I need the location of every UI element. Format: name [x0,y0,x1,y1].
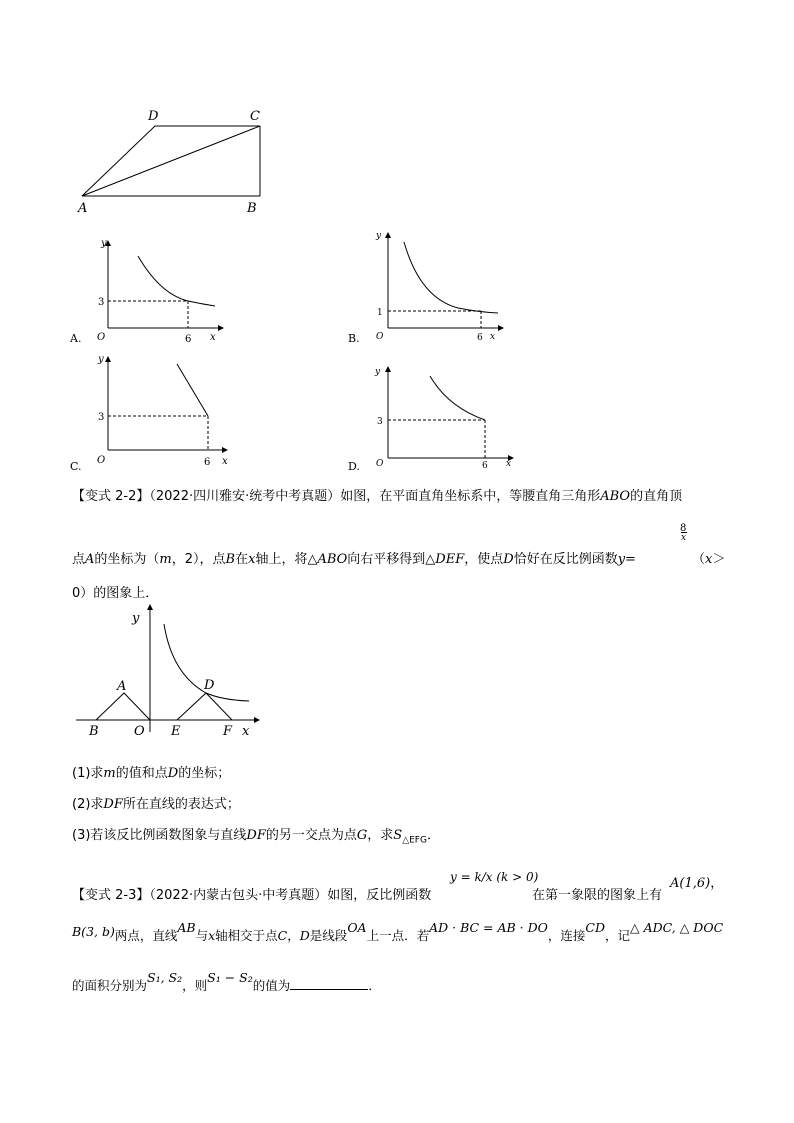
problem-2-3-tag: 【变式 2-3】 [72,888,150,903]
text: 向右平移得到△ [347,552,436,567]
option-b-x-label: x [490,332,496,342]
triangle-abo: ABO [600,489,631,504]
text: 上一点．若 [366,928,430,943]
text: 轴上，将△ [255,552,318,567]
line-df: DF [103,797,123,812]
question-1 [72,762,230,781]
option-d-origin: O [376,459,384,469]
text: ，使点 [464,552,504,567]
option-b-y-label: y [376,231,382,241]
fig-point-b: B [89,724,99,739]
text: 在第一象限的图象上有 [532,888,663,903]
text: (1)求 [72,766,104,781]
option-d-letter: D. [348,460,360,473]
option-a-x-label: x [210,332,216,343]
problem-2-2-text: 如图，在平面直角坐标系中，等腰直角三角形 [340,489,601,504]
var-m: m [103,766,116,781]
s1-s2: S₁, S₂ [147,970,183,985]
equation: AD · BC = AB · DO [429,920,548,935]
area-subscript: △EFG [402,835,427,846]
option-c-y-tick: 3 [98,412,105,423]
function-y: y= [617,552,636,567]
triangles: △ ADC, △ DOC [630,920,724,935]
s1-minus-s2: S₁ − S₂ [207,970,253,985]
text: 轴相交于点 [215,928,278,943]
text: (2)求 [72,797,104,812]
line-df: DF [246,828,266,843]
answer-blank[interactable] [290,977,368,990]
point-b: B(3, b) [72,924,115,939]
text: 如图，反比例函数 [327,888,432,903]
fig-point-o: O [134,724,145,739]
fig-point-f: F [223,724,233,739]
question-2 [72,793,240,812]
point-d: D [167,766,179,781]
option-c-x-label: x [222,456,228,467]
graph-option-d[interactable] [348,362,518,474]
fig-point-e: E [171,724,181,739]
option-c-origin: O [97,455,106,466]
problem-2-3-line2 [72,920,724,944]
option-a-letter: A. [70,332,82,345]
text: ， [287,928,300,943]
question-3 [72,824,440,846]
text: （ [692,552,706,567]
text: ，2），点 [171,552,226,567]
text: 是线段 [309,928,348,943]
text: ． [368,978,381,993]
option-b-y-tick: 1 [377,308,383,318]
point-d: D [299,928,310,943]
option-b-origin: O [376,332,384,342]
text: 的坐标为（ [94,552,160,567]
fig-point-d: D [204,678,215,693]
fig-y-label: y [132,611,140,626]
triangle-abo: ABO [317,552,348,567]
text: 的值为 [252,978,291,993]
problem-2-3-line1 [72,884,431,903]
point-a: A(1,6) [670,876,711,891]
area-s: S [393,828,403,843]
text: 所在直线的表达式； [122,797,240,812]
var-m: m [159,552,172,567]
point-a: A [85,552,95,567]
fig-x-label: x [242,724,250,739]
function-formula: y = k/x (k > 0) [450,870,539,884]
point-d: D [503,552,514,567]
problem-2-3-source: （2022·内蒙古包头·中考真题） [149,888,328,903]
problem-2-2-text-end: 的直角顶 [630,489,683,504]
option-d-x-label: x [506,459,512,469]
option-d-y-tick: 3 [377,417,383,427]
problem-2-2-source: （2022·四川雅安·统考中考真题） [149,489,341,504]
fig-point-a: A [117,679,127,694]
problem-2-2-line2 [72,548,636,567]
segment-cd: CD [585,920,605,935]
text: ， [710,876,724,891]
trapezoid-figure [60,100,280,220]
line-ab: AB [177,920,196,935]
triangle-def: DEF [435,552,465,567]
var-x: x [705,552,713,567]
problem-2-3-line1-end [532,884,662,903]
label-a: A [78,201,88,216]
problem-2-2-line1 [72,485,682,504]
segment-oa: OA [347,920,367,935]
point-a-coord [670,872,723,891]
text: ，记 [605,928,631,943]
text: ，连接 [547,928,586,943]
text: 的坐标； [178,766,231,781]
option-b-letter: B. [348,332,360,345]
text: 的面积分别为 [72,978,148,993]
option-c-x-tick: 6 [204,457,211,468]
var-x: x [248,552,256,567]
text: ，则 [182,978,208,993]
text: 的另一交点为点 [265,828,357,843]
point-b: B [225,552,236,567]
text: 点 [72,552,86,567]
text: 与 [195,928,209,943]
option-c-letter: C. [70,460,82,472]
option-a-origin: O [97,332,106,343]
point-g: G [356,828,368,843]
var-x: x [208,928,216,943]
text: 的值和点 [115,766,168,781]
fraction-numerator: 8 [680,523,687,534]
problem-2-3-line3 [72,970,381,994]
option-c-y-label: y [98,354,104,365]
point-c: C [277,928,288,943]
fraction-denominator: x [681,533,687,543]
text: 恰好在反比例函数 [513,552,618,567]
label-d: D [148,109,159,124]
text: (3)若该反比例函数图象与直线 [72,828,247,843]
label-b: B [247,201,257,216]
text: 在 [235,552,249,567]
text: 两点，直线 [114,928,178,943]
function-condition [692,548,725,567]
option-a-y-tick: 3 [98,297,105,308]
problem-2-2-line3: 0）的图象上． [72,586,159,601]
graph-option-b[interactable] [348,228,508,348]
graph-option-a[interactable] [70,232,230,348]
label-c: C [250,109,260,124]
problem-2-2-tag: 【变式 2-2】 [72,489,150,504]
coordinate-figure [72,604,272,744]
text: ． [426,828,440,843]
option-d-y-label: y [375,367,381,377]
graph-option-c[interactable] [70,350,240,472]
option-a-y-label: y [101,238,107,249]
text: ＞ [712,552,726,567]
text: ，求 [367,828,394,843]
option-d-x-tick: 6 [482,461,488,471]
option-a-x-tick: 6 [185,334,192,345]
option-b-x-tick: 6 [477,333,483,343]
